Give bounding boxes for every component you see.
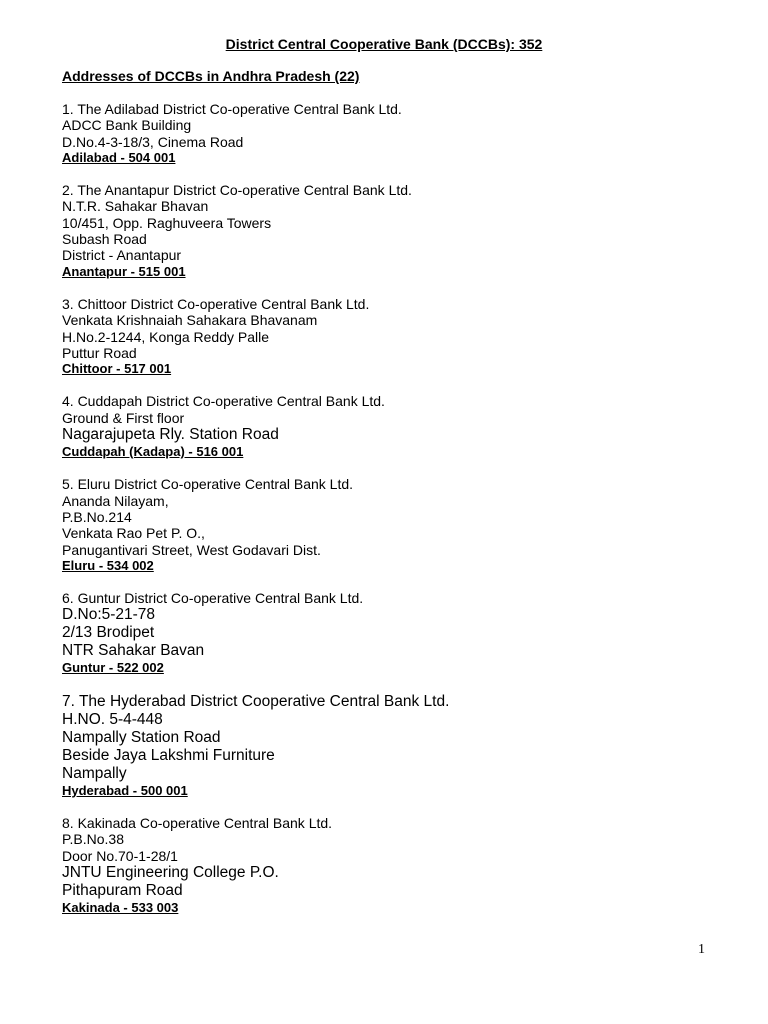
bank-address-entry — [62, 101, 722, 166]
bank-address-entry — [62, 296, 722, 377]
city-pincode: Chittoor - 517 001 — [62, 361, 172, 377]
city-pincode: Cuddapah (Kadapa) - 516 001 — [62, 444, 244, 460]
address-line: H.NO. 5-4-448 — [62, 710, 163, 728]
address-line: 2/13 Brodipet — [62, 624, 155, 642]
bank-name: 7. The Hyderabad District Cooperative Central Bank Ltd. — [62, 692, 450, 710]
address-line: District - Anantapur — [62, 247, 182, 264]
address-line: Venkata Krishnaiah Sahakara Bhavanam — [62, 312, 318, 329]
city-pincode: Eluru - 534 002 — [62, 557, 154, 573]
city-pincode: Guntur - 522 002 — [62, 660, 164, 676]
city-pincode: Hyderabad - 500 001 — [62, 782, 188, 798]
address-line: Subash Road — [62, 231, 147, 248]
address-line: Puttur Road — [62, 344, 137, 361]
bank-name: 3. Chittoor District Co-operative Central Bank Ltd. — [62, 295, 370, 312]
bank-address-entry — [62, 476, 722, 574]
address-line: Nampally Station Road — [62, 728, 221, 746]
page-number: 1 — [698, 942, 705, 957]
address-line: Venkata Rao Pet P. O., — [62, 525, 205, 542]
bank-address-entry — [62, 815, 722, 916]
bank-address-entry — [62, 182, 722, 280]
document-title: District Central Cooperative Bank (DCCBs): 352 — [225, 36, 543, 52]
address-line: Ground & First floor — [62, 409, 185, 426]
address-line: 10/451, Opp. Raghuveera Towers — [62, 214, 272, 231]
bank-address-list — [62, 101, 722, 932]
address-line: Door No.70-1-28/1 — [62, 847, 178, 864]
address-line: P.B.No.38 — [62, 831, 125, 848]
address-line: Beside Jaya Lakshmi Furniture — [62, 746, 275, 764]
bank-name: 1. The Adilabad District Co-operative Central Bank Ltd. — [62, 101, 402, 117]
section-title: Addresses of DCCBs in Andhra Pradesh (22) — [62, 68, 360, 84]
address-line: ADCC Bank Building — [62, 117, 192, 134]
bank-name: 8. Kakinada Co-operative Central Bank Ltd. — [62, 815, 333, 832]
address-line: P.B.No.214 — [62, 508, 132, 525]
address-line: NTR Sahakar Bavan — [62, 642, 205, 660]
address-line: Pithapuram Road — [62, 881, 183, 899]
bank-address-entry — [62, 393, 722, 460]
address-line: JNTU Engineering College P.O. — [62, 863, 279, 881]
bank-name: 6. Guntur District Co-operative Central Bank Ltd. — [62, 590, 364, 607]
address-line: H.No.2-1244, Konga Reddy Palle — [62, 328, 270, 345]
address-line: N.T.R. Sahakar Bhavan — [62, 198, 209, 215]
address-line: Panugantivari Street, West Godavari Dist. — [62, 541, 321, 558]
bank-address-entry — [62, 693, 722, 799]
bank-name: 4. Cuddapah District Co-operative Central Bank Ltd. — [62, 393, 385, 410]
bank-address-entry — [62, 590, 722, 677]
city-pincode: Adilabad - 504 001 — [62, 149, 176, 165]
address-line: Nampally — [62, 764, 127, 782]
address-line: D.No.4-3-18/3, Cinema Road — [62, 133, 244, 150]
bank-name: 2. The Anantapur District Co-operative Central Bank Ltd. — [62, 182, 412, 199]
address-line: Ananda Nilayam, — [62, 492, 169, 509]
address-line: D.No:5-21-78 — [62, 606, 156, 624]
city-pincode: Kakinada - 533 003 — [62, 899, 179, 915]
address-line: Nagarajupeta Rly. Station Road — [62, 426, 279, 444]
city-pincode: Anantapur - 515 001 — [62, 263, 186, 279]
bank-name: 5. Eluru District Co-operative Central Bank Ltd. — [62, 476, 354, 493]
